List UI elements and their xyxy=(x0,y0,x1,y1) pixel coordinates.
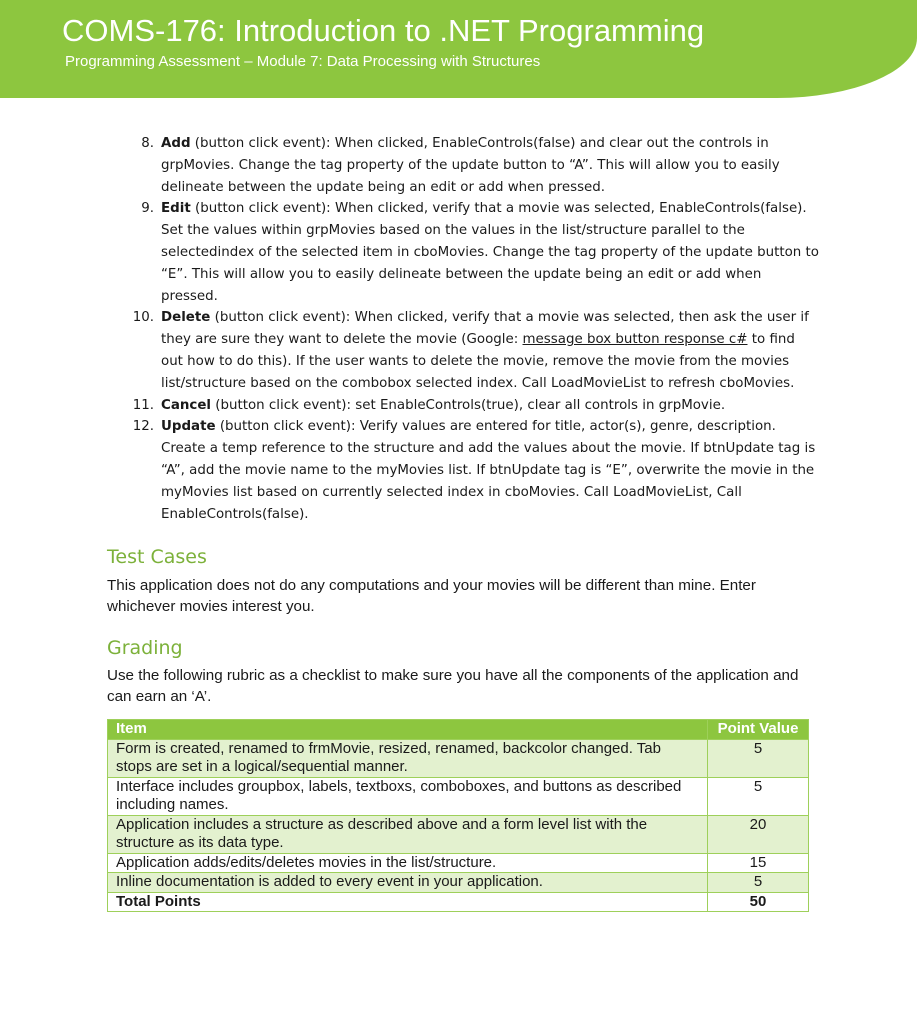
test-cases-heading: Test Cases xyxy=(107,546,207,568)
document-subtitle: Programming Assessment – Module 7: Data Processing with Structures xyxy=(65,53,541,70)
rubric-item: Inline documentation is added to every event in your application. xyxy=(108,873,708,893)
step-text: (button click event): When clicked, verify that a movie was selected, EnableControls(false). Set the values within grpMovies based on the values in the list/structure parallel to the selectedindex of the selected item in cboMovies. Change the tag property of the update button to “E”. This will allow you to easily delineate between the update being an edit or add when pressed. xyxy=(161,201,819,304)
step-number: 9. xyxy=(141,201,154,217)
list-item xyxy=(130,198,820,307)
search-phrase-link[interactable]: message box button response c# xyxy=(522,332,748,348)
column-header-item: Item xyxy=(108,720,708,740)
grading-rubric-table xyxy=(107,719,809,912)
step-text: (button click event): When clicked, EnableControls(false) and clear out the controls in grpMovies. Change the tag property of the update button to “A”. This will allow you to easily delineate between the update being an edit or add when pressed. xyxy=(161,136,780,195)
rubric-item: Interface includes groupbox, labels, textboxs, comboboxes, and buttons as described including names. xyxy=(108,777,708,815)
header-banner xyxy=(0,0,917,98)
table-row xyxy=(108,739,809,777)
table-row xyxy=(108,815,809,853)
list-item xyxy=(130,416,820,525)
step-text: (button click event): set EnableControls(true), clear all controls in grpMovie. xyxy=(211,397,726,413)
list-item xyxy=(130,307,820,394)
rubric-item: Form is created, renamed to frmMovie, resized, renamed, backcolor changed. Tab stops are set in a logical/sequential manner. xyxy=(108,739,708,777)
test-cases-paragraph: This application does not do any computations and your movies will be different than mine. Enter whichever movies interest you. xyxy=(107,577,756,615)
rubric-points: 20 xyxy=(708,815,809,853)
table-header-row xyxy=(108,720,809,740)
table-row xyxy=(108,777,809,815)
list-item xyxy=(130,133,820,198)
step-number: 11. xyxy=(132,397,154,413)
step-name: Add xyxy=(161,136,191,151)
grading-heading: Grading xyxy=(107,637,183,659)
table-row xyxy=(108,853,809,873)
step-text: (button click event): When clicked, verify that a movie was selected, then ask the user if they are sure they want to delete the movie (Google: xyxy=(161,310,809,348)
instruction-list xyxy=(130,133,820,525)
rubric-points: 5 xyxy=(708,739,809,777)
rubric-points: 5 xyxy=(708,777,809,815)
rubric-item: Application adds/edits/deletes movies in the list/structure. xyxy=(108,853,708,873)
step-text: to find out how to do this). If the user wants to delete the movie, remove the movie from the movies list/structure based on the combobox selected index. Call LoadMovieList to refresh cboMovies. xyxy=(161,332,795,391)
rubric-points: 15 xyxy=(708,853,809,873)
table-row xyxy=(108,873,809,893)
total-label: Total Points xyxy=(108,892,708,912)
total-row xyxy=(108,892,809,912)
step-name: Update xyxy=(161,419,216,435)
step-number: 10. xyxy=(132,310,154,326)
column-header-point-value: Point Value xyxy=(708,720,809,740)
list-item xyxy=(130,395,820,417)
rubric-points: 5 xyxy=(708,873,809,893)
total-value: 50 xyxy=(708,892,809,912)
document-title: COMS-176: Introduction to .NET Programming xyxy=(62,13,705,48)
step-name: Cancel xyxy=(161,397,212,413)
step-name: Edit xyxy=(161,201,191,217)
step-number: 8. xyxy=(141,136,154,151)
step-name: Delete xyxy=(161,310,211,326)
grading-paragraph: Use the following rubric as a checklist to make sure you have all the components of the application and can earn an ‘A’. xyxy=(107,667,799,705)
rubric-item: Application includes a structure as described above and a form level list with the structure as its data type. xyxy=(108,815,708,853)
step-text: (button click event): Verify values are entered for title, actor(s), genre, description. Create a temp reference to the structure and add the values about the movie. If btnUpdate tag is “A”, add the movie name to the myMovies list. If btnUpdate tag is “E”, overwrite the movie in the myMovies list based on currently selected index in cboMovies. Call LoadMovieList, Call EnableControls(false). xyxy=(161,419,816,522)
step-number: 12. xyxy=(132,419,154,435)
